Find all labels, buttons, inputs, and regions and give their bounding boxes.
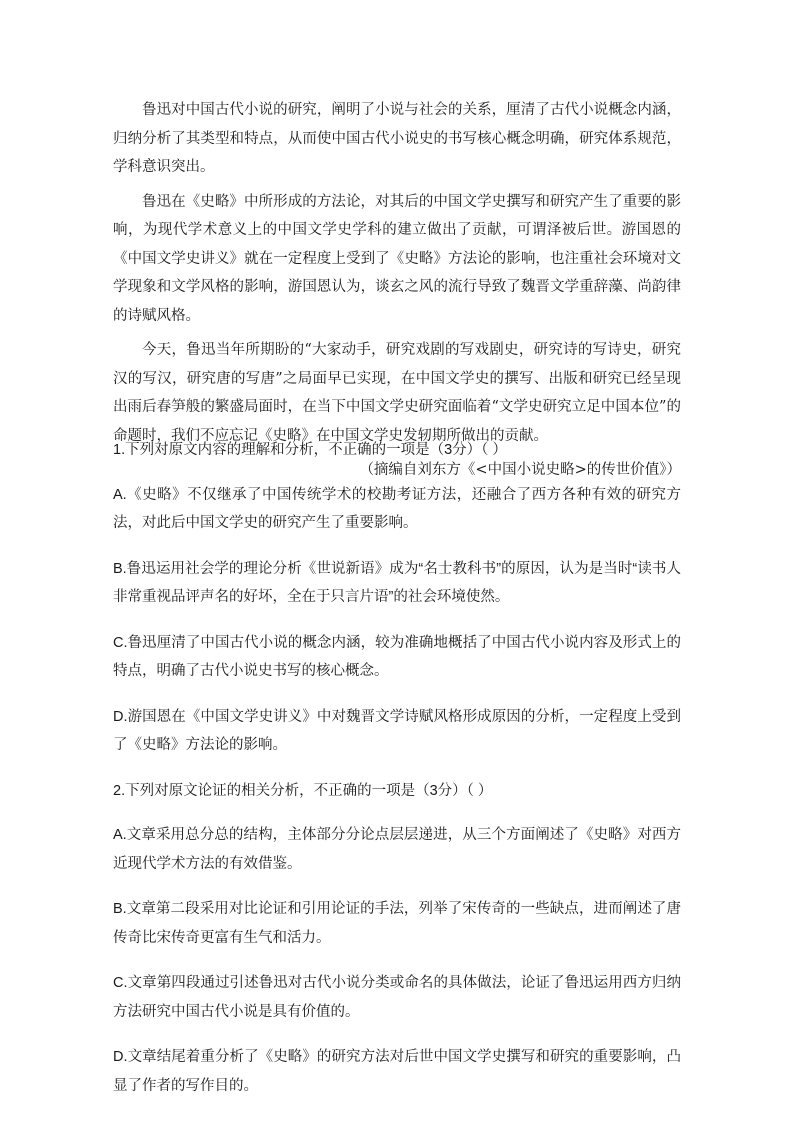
option-a: A.文章采用总分总的结构，主体部分分论点层层递进，从三个方面阐述了《史略》对西方近现代学术方法的有效借鉴。 — [113, 827, 681, 872]
source-citation: （摘编自刘东方《<中国小说史略>的传世价值》） — [359, 462, 681, 478]
option-a: A.《史略》不仅继承了中国传统学术的校勘考证方法，还融合了西方各种有效的研究方法，对此后中国文学史的研究产生了重要影响。 — [113, 486, 681, 531]
question-stem: 2.下列对原文论证的相关分析，不正确的一项是（3分）（ ） — [113, 782, 493, 799]
option-d: D.游国恩在《中国文学史讲义》中对魏晋文学诗赋风格形成原因的分析，一定程度上受到了《史略》方法论的影响。 — [113, 708, 681, 753]
passage — [113, 96, 681, 484]
option-b: B.鲁迅运用社会学的理论分析《世说新语》成为“名士教科书”的原因，认为是当时“读书人非常重视品评声名的好坏，全在于只言片语”的社会环境使然。 — [113, 560, 681, 605]
question-2 — [113, 777, 681, 1101]
option-c: C.鲁迅厘清了中国古代小说的概念内涵，较为准确地概括了中国古代小说内容及形式上的特点，明确了古代小说史书写的核心概念。 — [113, 634, 681, 679]
questions — [113, 436, 681, 1117]
passage-paragraph-3: 今天，鲁迅当年所期盼的“大家动手，研究戏剧的写戏剧史，研究诗的写诗史，研究汉的写汉，研究唐的写唐”之局面早已实现，在中国文学史的撰写、出版和研究已经呈现出雨后春笋般的繁盛局面时，在当下中国文学史研究面临着“文学史研究立足中国本位”的命题时，我们不应忘记《史略》在中国文学史发轫期所做出的贡献。 — [113, 342, 681, 444]
option-b: B.文章第二段采用对比论证和引用论证的手法，列举了宋传奇的一些缺点，进而阐述了唐传奇比宋传奇更富有生气和活力。 — [113, 901, 681, 946]
question-stem: 1.下列对原文内容的理解和分析，不正确的一项是（3分）（ ） — [113, 442, 507, 458]
passage-paragraph-2: 鲁迅在《史略》中所形成的方法论，对其后的中国文学史撰写和研究产生了重要的影响，为现代学术意义上的中国文学史学科的建立做出了贡献，可谓泽被后世。游国恩的《中国文学史讲义》就在一定程度上受到了《史略》方法论的影响，也注重社会环境对文学现象和文学风格的影响，游国恩认为，谈玄之风的流行导致了魏晋文学重辞藻、尚韵律的诗赋风格。 — [113, 193, 681, 324]
option-d: D.文章结尾着重分析了《史略》的研究方法对后世中国文学史撰写和研究的重要影响，凸显了作者的写作目的。 — [113, 1049, 681, 1094]
question-1 — [113, 436, 681, 760]
option-c: C.文章第四段通过引述鲁迅对古代小说分类或命名的具体做法，论证了鲁迅运用西方归纳方法研究中国古代小说是具有价值的。 — [113, 975, 681, 1020]
passage-paragraph-1: 鲁迅对中国古代小说的研究，阐明了小说与社会的关系，厘清了古代小说概念内涵，归纳分析了其类型和特点，从而使中国古代小说史的书写核心概念明确，研究体系规范，学科意识突出。 — [113, 102, 681, 175]
